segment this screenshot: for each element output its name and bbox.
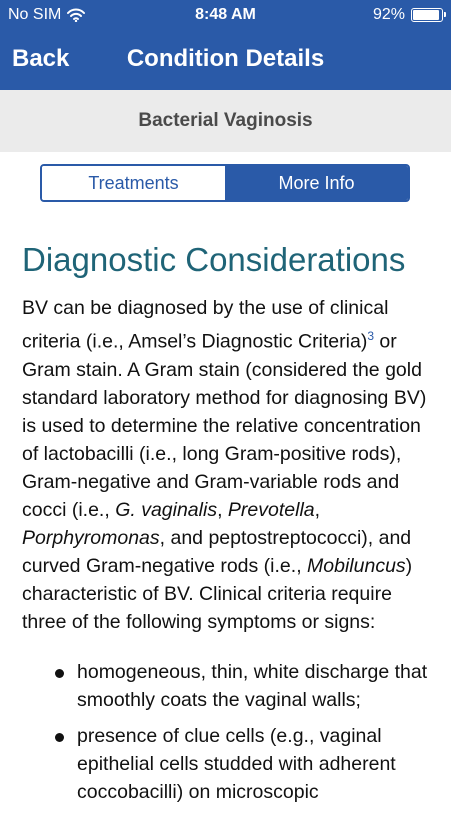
carrier-label: No SIM [8,6,62,23]
italic-term: Prevotella [227,498,315,521]
back-button[interactable]: Back [12,45,70,72]
bullet-icon [55,669,64,678]
list-item-text: homogeneous, thin, white discharge that smoothly coats the vaginal walls; [77,660,428,711]
segmented-control [40,164,410,202]
tab-treatments[interactable]: Treatments [42,166,225,200]
status-time: 8:48 AM [195,6,256,23]
article-paragraph [22,294,432,636]
battery-group [373,6,443,24]
citation-link[interactable]: 3 [367,329,375,343]
battery-fill [413,10,439,20]
condition-name: Bacterial Vaginosis [138,110,313,131]
list-item [22,722,432,806]
italic-term: Porphyromonas [22,526,160,549]
criteria-list [22,658,432,806]
list-item-text: presence of clue cells (e.g., vaginal epithelial cells studded with adherent coccobacilli) on microscopic [77,724,396,803]
section-heading: Diagnostic Considerations [22,241,406,278]
tab-more-info[interactable]: More Info [225,166,408,200]
battery-percentage: 92% [372,6,405,23]
paragraph-text: BV can be diagnosed by the use of clinical criteria (i.e., Amsel’s Diagnostic Criteria) [22,297,389,353]
paragraph-text: , [314,498,321,521]
italic-term: Mobiluncus [307,554,406,577]
condition-name-bar [0,90,451,152]
status-bar [0,0,451,30]
page-title: Condition Details [126,45,325,72]
battery-tip [444,12,446,17]
paragraph-text: or Gram stain. A Gram stain (considered the gold standard laboratory method for diagnosing BV) is used to determine the relative concentration of lactobacilli (i.e., long Gram-positive rods), Gram-negative and Gram-variable rods and cocci (i.e., [22,330,427,521]
paragraph-text: , and peptostreptococci), and curved Gram-negative rods (i.e., [22,526,412,577]
bullet-icon [55,733,64,742]
battery-icon [411,8,443,22]
italic-term: G. vaginalis [115,498,218,521]
list-item [22,658,432,714]
paragraph-text: , [217,498,228,521]
paragraph-text: ) characteristic of BV. Clinical criteria require three of the following symptoms or signs: [22,554,413,633]
navigation-bar [0,30,451,90]
article-content [22,238,432,814]
